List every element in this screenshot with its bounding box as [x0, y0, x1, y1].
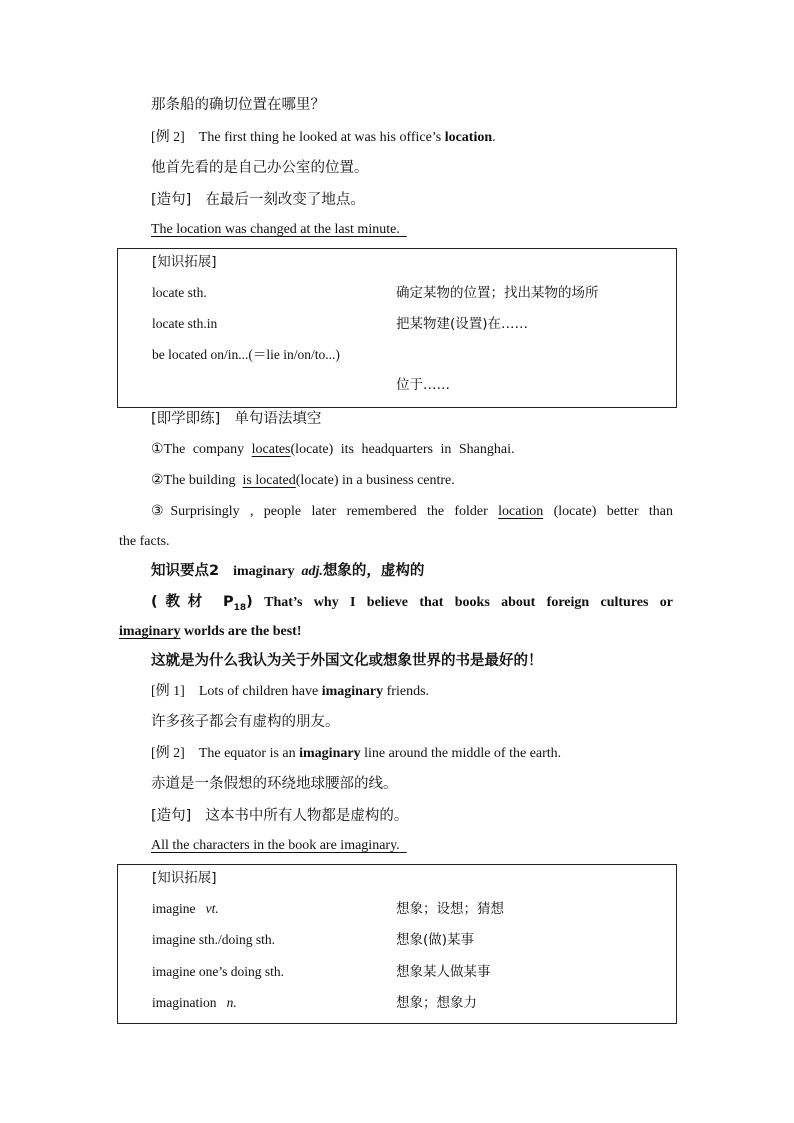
box-row-en — [152, 900, 219, 918]
box-row-en: imagine sth./doing sth. — [152, 932, 275, 947]
box-row-cn: 位于…… — [396, 377, 450, 393]
box-row-cn: 确定某物的位置；找出某物的场所 — [396, 285, 599, 301]
example-text: The first thing he looked at was his office’s — [198, 130, 442, 145]
make-sentence-prompt: 在最后一刻改变了地点。 — [205, 192, 365, 208]
box-row-cn: 想象(做)某事 — [396, 932, 475, 948]
make-sentence-1 — [151, 191, 365, 210]
make-sentence-2-answer — [151, 837, 407, 855]
period: . — [492, 130, 496, 145]
practice-heading — [151, 410, 321, 429]
textbook-translation: 这就是为什么我认为关于外国文化或想象世界的书是最好的！ — [151, 653, 543, 669]
keyword: imaginary — [299, 746, 361, 761]
knowledge-box-imagine — [117, 864, 677, 1024]
box-title: [知识拓展] — [152, 254, 217, 270]
point-word: imaginary — [233, 564, 295, 579]
example-text: friends. — [386, 684, 430, 699]
source-end: ) — [246, 594, 253, 610]
box-row-en — [152, 994, 237, 1012]
box-row-cn: 想象；想象力 — [396, 995, 477, 1011]
box-row-cn: 想象某人做某事 — [396, 964, 491, 980]
answer-blank: locates — [251, 442, 291, 457]
practice-title: 单句语法填空 — [234, 411, 322, 427]
sentence-translation: 那条船的确切位置在哪里？ — [151, 97, 325, 113]
answer-text: All the characters in the book are imaginary. — [151, 838, 400, 853]
question-text: (locate) its headquarters in Shanghai. — [290, 442, 515, 457]
make-sentence-2 — [151, 807, 408, 826]
question-text: (locate) better than — [553, 504, 674, 519]
box-row-en: locate sth. — [152, 285, 207, 300]
practice-tag: [即学即练] — [151, 411, 221, 427]
box-row-en: imagine one’s doing sth. — [152, 964, 284, 979]
example-1-translation: 许多孩子都会有虚构的朋友。 — [151, 714, 340, 730]
practice-question-3-cont: the facts. — [119, 534, 170, 549]
question-text: (locate) in a business centre. — [295, 473, 455, 488]
part-of-speech: vt. — [205, 901, 219, 916]
practice-question-1 — [151, 441, 515, 459]
example-2-translation: 他首先看的是自己办公室的位置。 — [151, 160, 369, 176]
question-text: ③Surprisingly , people later remembered the folder — [151, 504, 488, 519]
example-text: The equator is an — [198, 746, 296, 761]
practice-question-3 — [151, 503, 673, 521]
source-page: 18 — [233, 602, 247, 613]
example-text: line around the middle of the earth. — [364, 746, 562, 761]
source-text: (教材 P — [151, 594, 234, 610]
textbook-sentence-line1 — [151, 593, 673, 617]
make-sentence-tag: [造句] — [151, 192, 192, 208]
example-tag: [例 2] — [151, 130, 185, 145]
question-text: ②The building — [151, 473, 236, 488]
make-sentence-1-answer — [151, 221, 407, 239]
keyword: location — [444, 130, 493, 145]
make-sentence-prompt: 这本书中所有人物都是虚构的。 — [205, 808, 409, 824]
example-text: Lots of children have — [198, 684, 319, 699]
example-tag: [例 1] — [151, 684, 185, 699]
knowledge-point-2 — [151, 562, 424, 581]
box-row-cn: 想象；设想；猜想 — [396, 901, 504, 917]
example-1-imaginary — [151, 683, 429, 701]
part-of-speech: adj. — [301, 564, 323, 579]
answer-blank: is located — [242, 473, 296, 488]
box-row-cn: 把某物建(设置)在…… — [396, 316, 529, 332]
box-word: imagination — [152, 995, 217, 1010]
textbook-source — [151, 594, 253, 613]
box-title: [知识拓展] — [152, 870, 217, 886]
example-2-translation: 赤道是一条假想的环绕地球腰部的线。 — [151, 776, 398, 792]
example-2-imaginary — [151, 745, 561, 763]
example-2-location — [151, 129, 496, 147]
answer-blank: location — [498, 504, 544, 519]
textbook-text: worlds are the best! — [183, 624, 302, 639]
make-sentence-tag: [造句] — [151, 808, 192, 824]
knowledge-box-locate — [117, 248, 677, 408]
point-label: 知识要点2 — [151, 563, 220, 579]
answer-blank: imaginary — [119, 624, 181, 639]
box-row-en: be located on/in...(＝lie in/on/to...) — [152, 347, 340, 362]
point-meaning: 想象的，虚构的 — [322, 563, 425, 579]
keyword: imaginary — [321, 684, 384, 699]
example-tag: [例 2] — [151, 746, 185, 761]
textbook-sentence-line2 — [119, 623, 302, 641]
question-text: ①The company — [151, 442, 245, 457]
box-row-en: locate sth.in — [152, 316, 218, 331]
part-of-speech: n. — [226, 995, 237, 1010]
answer-text: The location was changed at the last minute. — [151, 222, 400, 237]
textbook-text: That’s why I believe that books about foreign cultures or — [264, 595, 674, 610]
practice-question-2 — [151, 472, 455, 490]
box-word: imagine — [152, 901, 196, 916]
